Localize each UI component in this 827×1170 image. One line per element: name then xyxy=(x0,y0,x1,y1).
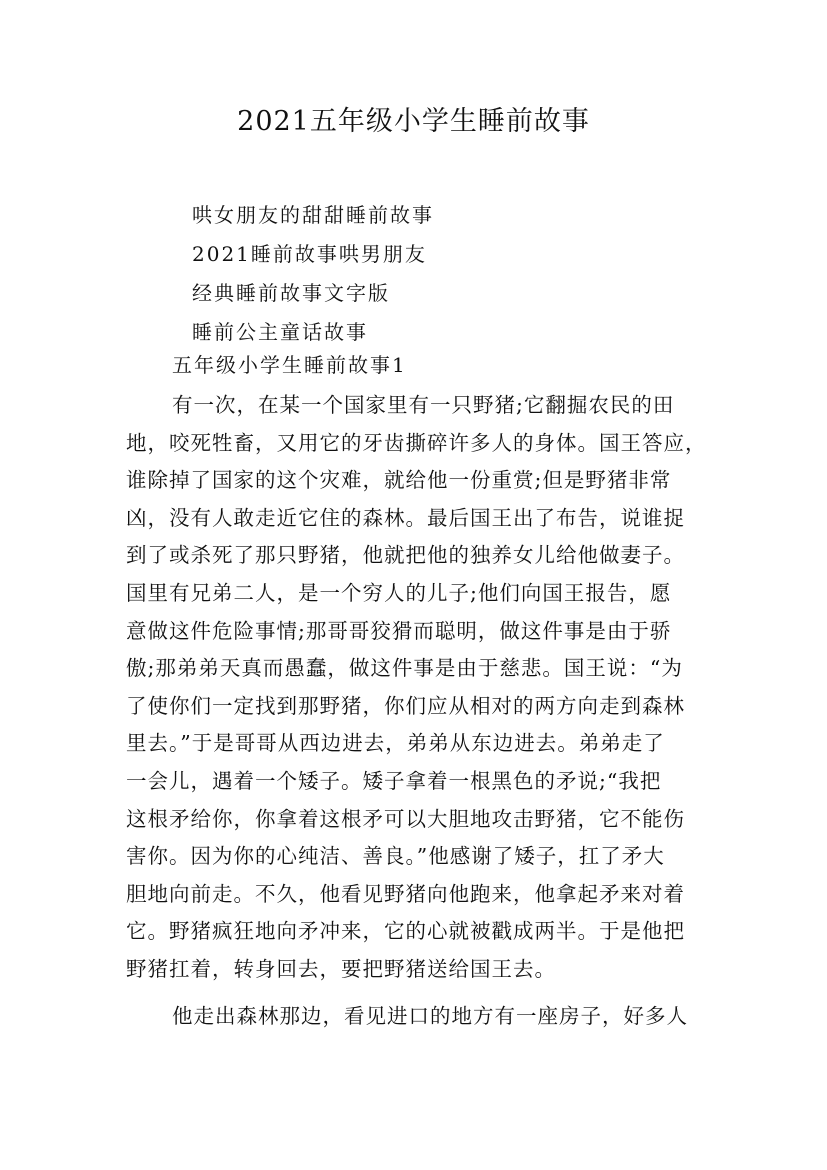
paragraph-1-line: 有一次，在某一个国家里有一只野猪;它翻掘农民的田 xyxy=(172,393,675,417)
paragraph-1-line: 到了或杀死了那只野猪，他就把他的独养女儿给他做妻子。 xyxy=(126,543,685,568)
paragraph-1-line: 里去。”于是哥哥从西边进去，弟弟从东边进去。弟弟走了 xyxy=(126,731,665,756)
section-heading: 五年级小学生睡前故事1 xyxy=(172,353,407,377)
related-link-2[interactable]: 2021睡前故事哄男朋友 xyxy=(192,242,427,266)
related-link-4[interactable]: 睡前公主童话故事 xyxy=(192,320,368,344)
paragraph-1-line: 一会儿，遇着一个矮子。矮子拿着一根黑色的矛说;“我把 xyxy=(126,768,662,793)
document-title: 2021五年级小学生睡前故事 xyxy=(237,106,590,137)
paragraph-1-line: 凶，没有人敢走近它住的森林。最后国王出了布告，说谁捉 xyxy=(126,505,685,530)
paragraph-1-line: 傲;那弟弟天真而愚蠢，做这件事是由于慈悲。国王说：“为 xyxy=(126,656,683,681)
paragraph-1-line: 害你。因为你的心纯洁、善良。”他感谢了矮子，扛了矛大 xyxy=(126,844,665,869)
related-links xyxy=(192,196,692,352)
paragraph-1-line: 这根矛给你，你拿着这根矛可以大胆地攻击野猪，它不能伤 xyxy=(126,806,685,831)
paragraph-1-line: 野猪扛着，转身回去，要把野猪送给国王去。 xyxy=(126,956,556,981)
related-link-1[interactable]: 哄女朋友的甜甜睡前故事 xyxy=(192,203,434,227)
paragraph-1-line: 胆地向前走。不久，他看见野猪向他跑来，他拿起矛来对着 xyxy=(126,881,685,906)
paragraph-1-line: 国里有兄弟二人，是一个穷人的儿子;他们向国王报告，愿 xyxy=(126,580,672,605)
related-link-3[interactable]: 经典睡前故事文字版 xyxy=(192,281,390,305)
paragraph-1-line: 意做这件危险事情;那哥哥狡猾而聪明，做这件事是由于骄 xyxy=(126,618,672,643)
paragraph-1-line: 它。野猪疯狂地向矛冲来，它的心就被戳成两半。于是他把 xyxy=(126,919,685,944)
story-body xyxy=(126,387,716,1035)
paragraph-2-line: 他走出森林那边，看见进口的地方有一座房子，好多人 xyxy=(172,1003,688,1028)
paragraph-1-line: 地，咬死牲畜，又用它的牙齿撕碎许多人的身体。国王答应， xyxy=(126,430,707,455)
paragraph-1-line: 了使你们一定找到那野猪，你们应从相对的两方向走到森林 xyxy=(126,693,685,718)
paragraph-1-line: 谁除掉了国家的这个灾难，就给他一份重赏;但是野猪非常 xyxy=(126,468,672,493)
